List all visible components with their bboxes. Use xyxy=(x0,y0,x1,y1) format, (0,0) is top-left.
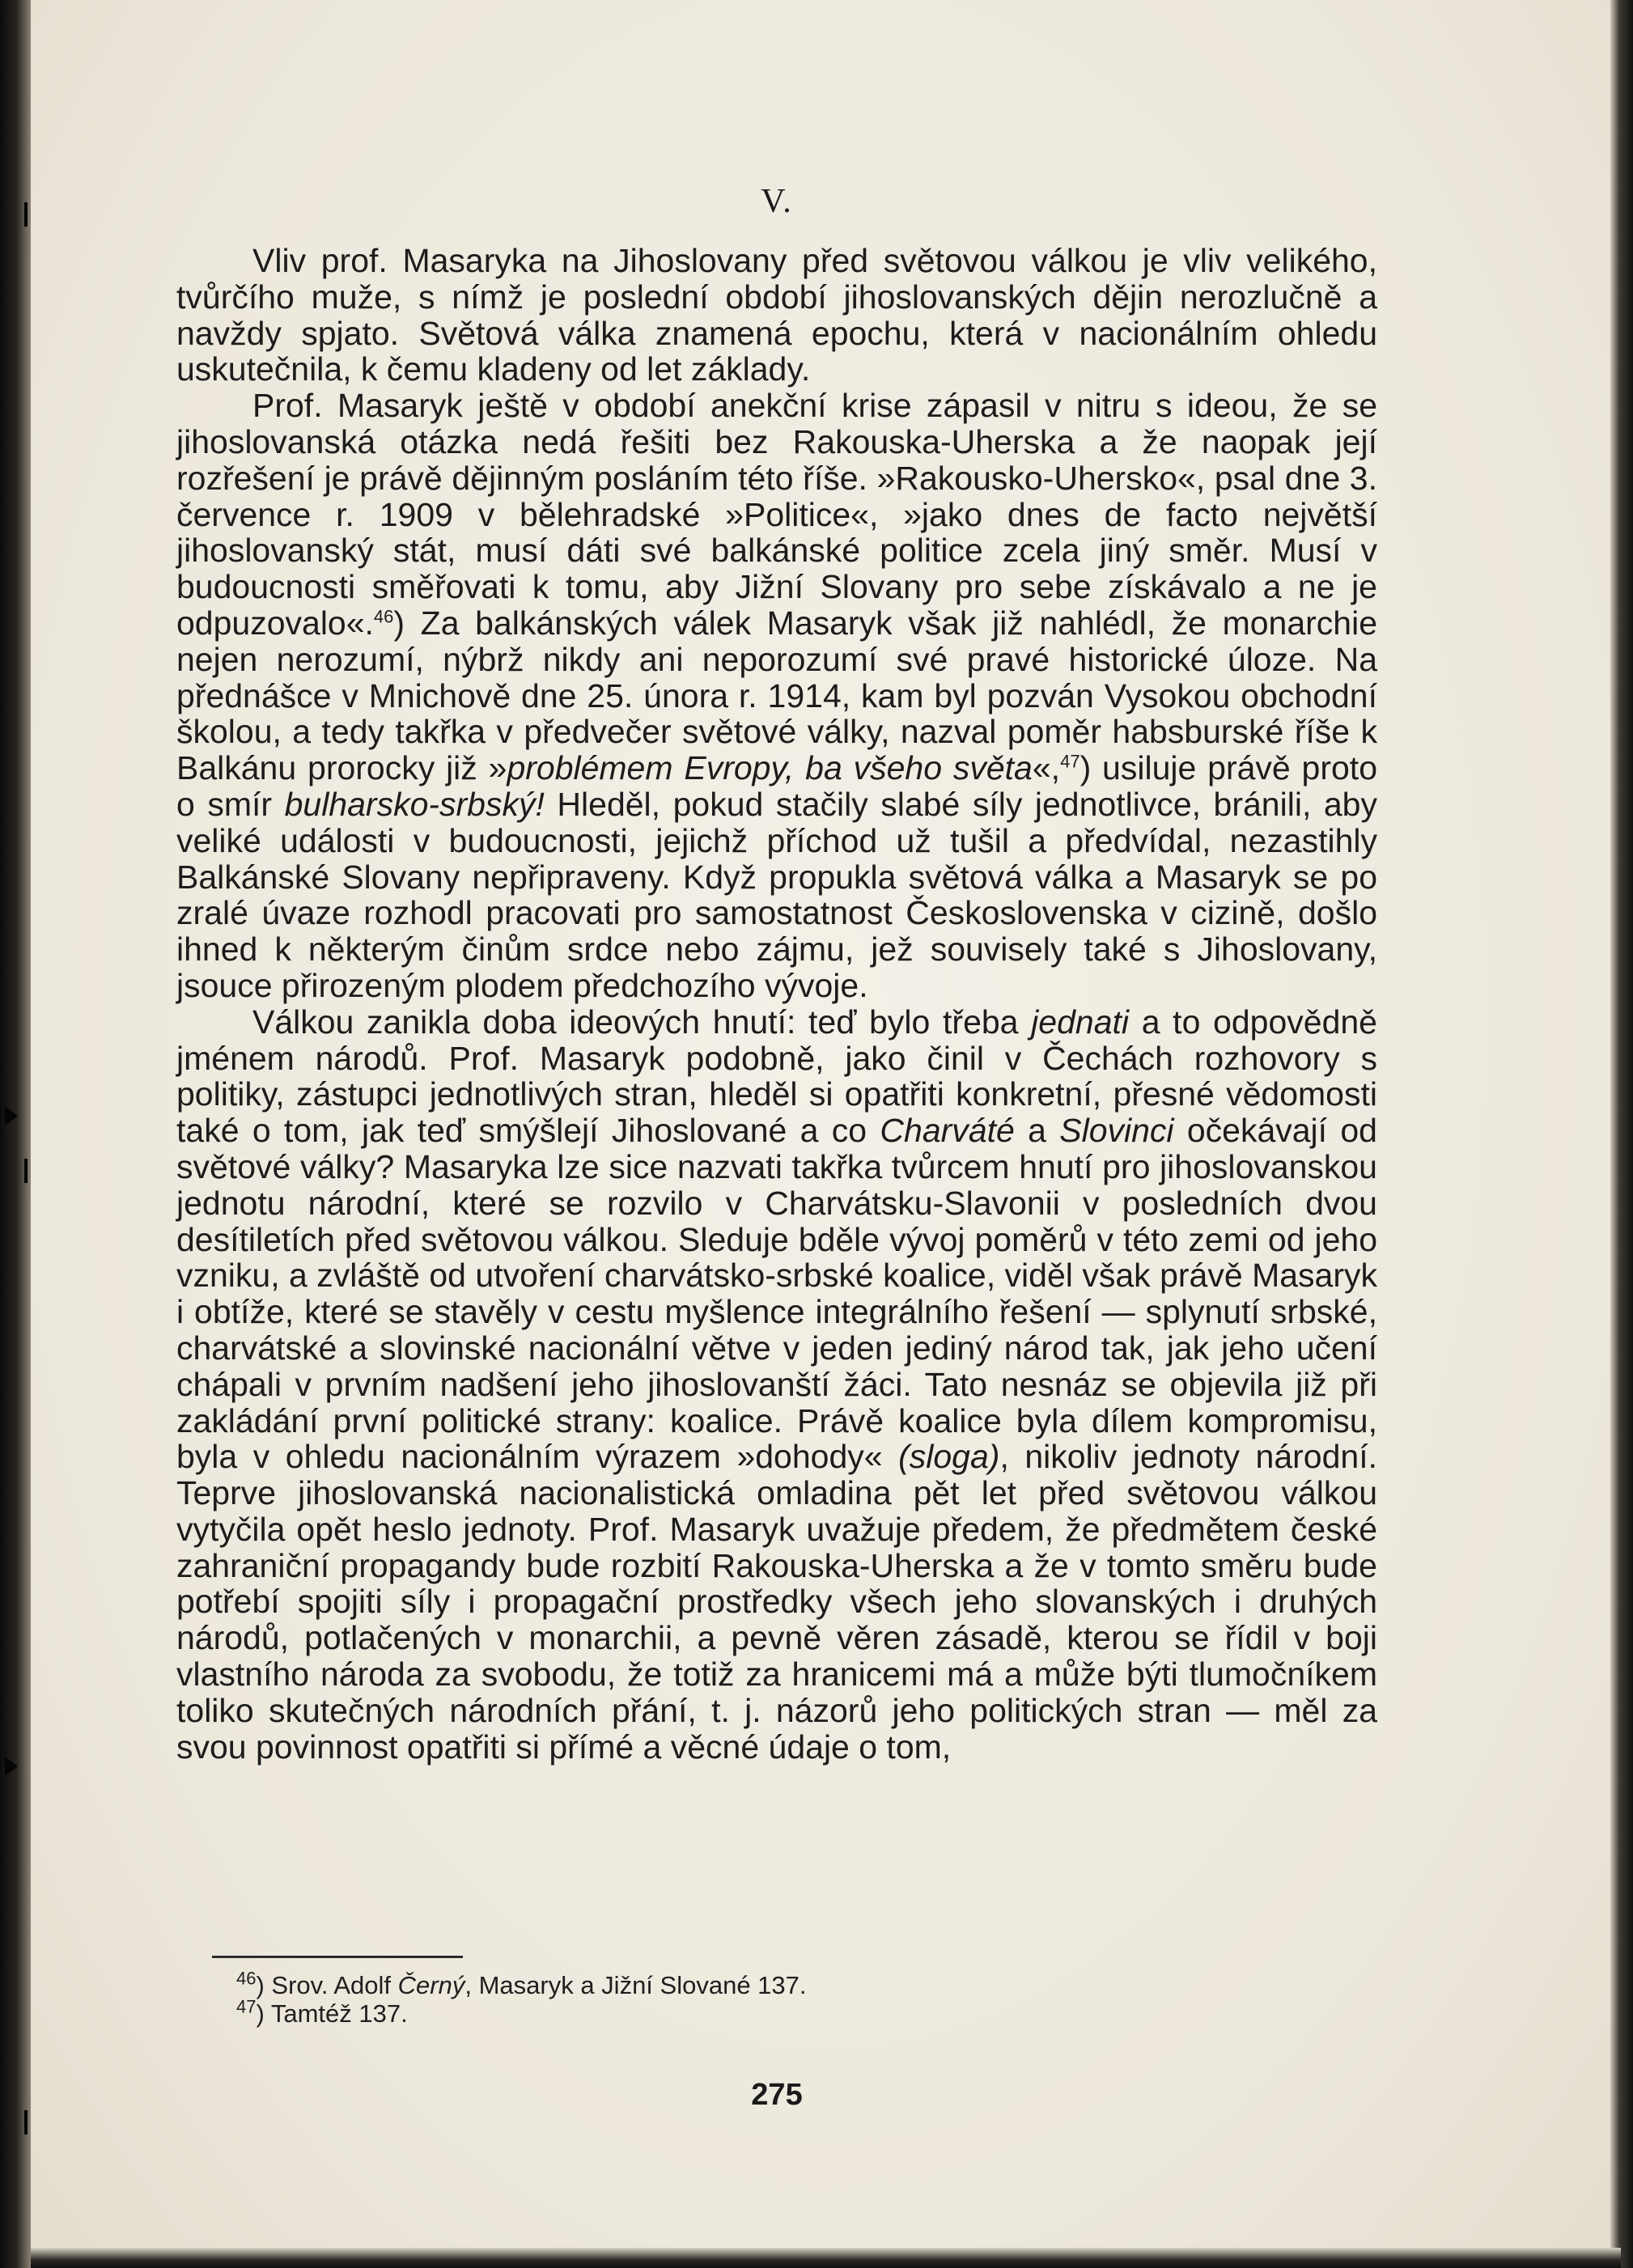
text-run: Vliv prof. Masaryka na Jihoslovany před světovou válkou je vliv velikého, tvůrčího muže, s nímž je poslední období jihoslovanských dějin nerozlučně a navždy spjato. Světová válka znamená epochu, která v nacionálním ohledu uskutečnila, k čemu kladeny od let základy. xyxy=(176,242,1377,388)
right-page-edge xyxy=(1610,0,1633,2268)
text-run: Válkou zanikla doba ideových hnutí: teď bylo třeba xyxy=(252,1003,1032,1041)
text-run: «, xyxy=(1032,749,1061,787)
text-run: a to odpovědně jménem národů. Prof. Masaryk podobně, jako činil v Čechách rozhovory s politiky, zástupci jednotlivých stran, hleděl si opatřiti konkretní, přesné vědomosti také o tom, jak teď smýšlejí Jihoslované a co xyxy=(176,1003,1377,1150)
footnote-reference: 46 xyxy=(373,606,394,627)
footnote xyxy=(236,1996,1369,2028)
text-run: Hleděl, pokud stačily slabé síly jednotlivce, bránili, aby veliké události v budoucnosti, jejichž příchod už tušil a předvídal, nezastihly Balkánské Slovany nepřipraveny. Když propukla světová válka a Masaryk se po zralé úvaze rozhodl pracovati pro samostatnost Československa v cizině, došlo ihned k některým činům srdce nebo zájmu, jež souvisely také s Jihoslovany, jsouce přirozeným plodem předchozího vývoje. xyxy=(176,785,1377,1004)
footnote-text: ) Srov. Adolf xyxy=(256,1971,398,1999)
footnote-number: 46 xyxy=(236,1968,257,1989)
edge-marker-icon xyxy=(5,1757,18,1776)
emphasis-text: bulharsko-srbský! xyxy=(284,785,545,823)
body-text xyxy=(176,243,1377,1765)
footnote-text: ) Tamtéž 137. xyxy=(256,1999,408,2028)
left-binding-edge xyxy=(0,0,31,2268)
footnotes xyxy=(236,1968,1369,2028)
text-run: očekávají od světové války? Masaryka lze sice nazvati takřka tvůrcem hnutí pro jihoslovanskou jednotu národní, které se rozvilo v Charvátsku-Slavonii v posledních dvou desítiletích před světovou válkou. Sleduje bděle vývoj poměrů v této zemi od jeho vzniku, a zvláště od utvoření charvátsko-srbské koalice, viděl však právě Masaryk i obtíže, které se stavěly v cestu myšlence integrálního řešení — splynutí srbské, charvátské a slovinské nacionální větve v jeden jediný národ tak, jak jeho učení chápali v prvním nadšení jeho jihoslovanští žáci. Tato nesnáz se objevila již při zakládání první politické strany: koalice. Právě koalice byla dílem kompromisu, byla v ohledu nacionálním výrazem »dohody« xyxy=(176,1112,1377,1476)
paragraph xyxy=(176,243,1377,388)
footnote-reference: 47 xyxy=(1060,751,1080,772)
emphasis-text: problémem Evropy, ba všeho světa xyxy=(507,749,1033,787)
paragraph xyxy=(176,388,1377,1004)
chapter-heading: V. xyxy=(761,183,793,220)
paragraph xyxy=(176,1004,1377,1766)
binding-mark xyxy=(24,1159,28,1183)
emphasis-text: Slovinci xyxy=(1059,1112,1174,1150)
footnote-author: Černý xyxy=(397,1971,465,1999)
text-run: ) Za balkánských válek Masaryk však již nahlédl, že monarchie nejen nerozumí, nýbrž nikdy ani neporozumí své pravé historické úloze. Na přednášce v Mnichově dne 25. února r. 1914, kam byl pozván Vysokou obchodní školou, a tedy takřka v předvečer světové války, nazval poměr habsburské říše k Balkánu prorocky již » xyxy=(176,604,1377,787)
emphasis-text: Charváté xyxy=(880,1112,1015,1150)
text-run: , nikoliv jednoty národní. Teprve jihoslovanská nacionalistická omladina pět let před světovou válkou vytyčila opět heslo jednoty. Prof. Masaryk uvažuje předem, že předmětem české zahraniční propagandy bude rozbití Rakouska-Uherska a že v tomto směru bude potřebí spojiti síly i propagační prostředky všech jeho slovanských i druhých národů, potlačených v monarchii, a pevně věren zásadě, kterou se řídil v boji vlastního národa za svobodu, že totiž za hranicemi má a může býti tlumočníkem toliko skutečných národních přání, t. j. názorů jeho politických stran — měl za svou povinnost opatřiti si přímé a věcné údaje o tom, xyxy=(176,1438,1377,1766)
footnote xyxy=(236,1968,1369,1999)
text-run: ) usiluje právě proto o smír xyxy=(176,749,1377,823)
emphasis-text: (sloga) xyxy=(898,1438,1000,1476)
binding-mark xyxy=(24,2110,28,2134)
emphasis-text: jednati xyxy=(1031,1003,1129,1041)
footnote-number: 47 xyxy=(236,1996,257,2017)
edge-marker-icon xyxy=(5,1106,18,1126)
page-number: 275 xyxy=(751,2078,803,2112)
bottom-page-edge xyxy=(31,2248,1621,2268)
footnote-text: , Masaryk a Jižní Slované 137. xyxy=(464,1971,807,1999)
footnote-separator xyxy=(212,1956,463,1958)
text-run: Prof. Masaryk ještě v období anekční krise zápasil v nitru s ideou, že se jihoslovanská otázka nedá řešiti bez Rakouska-Uherska a že naopak její rozřešení je právě dějinným posláním této říše. »Rakousko-Uhersko«, psal dne 3. července r. 1909 v bělehradské »Politice«, »jako dnes de facto největší jihoslovanský stát, musí dáti své balkánské politice zcela jiný směr. Musí v budoucnosti směřovati k tomu, aby Jižní Slovany pro sebe získávalo a ne je odpuzovalo«. xyxy=(176,387,1377,642)
text-run: a xyxy=(1014,1112,1060,1150)
